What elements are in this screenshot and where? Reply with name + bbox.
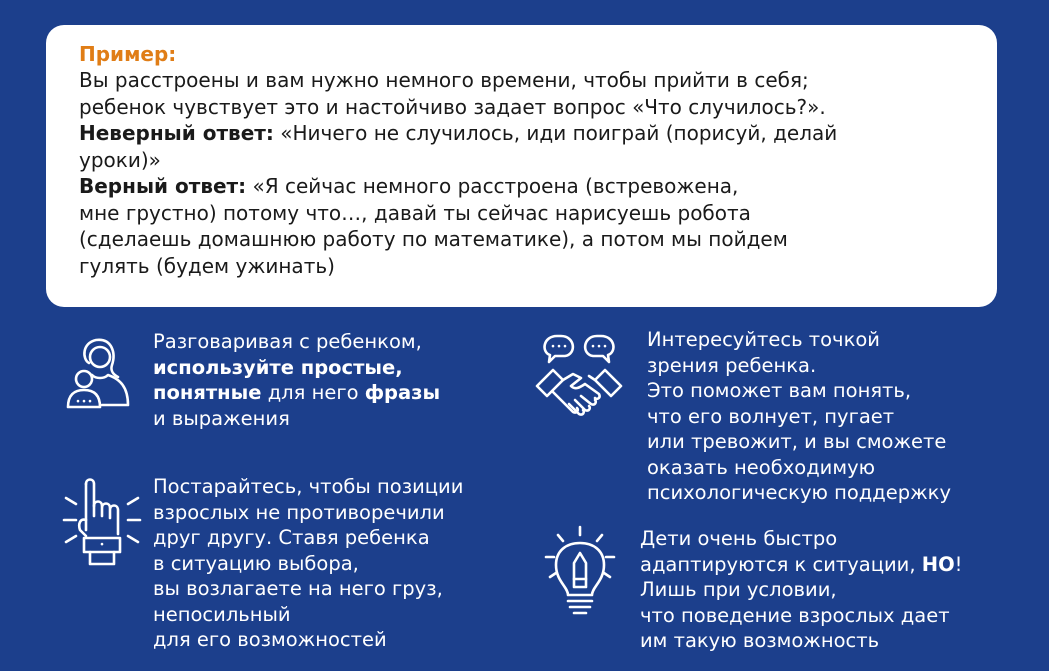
example-intro-line: Вы расстроены и вам нужно немного времени, чтобы прийти в себя; xyxy=(79,68,809,92)
right-answer-text: «Я сейчас немного расстроена (встревожена, xyxy=(246,174,739,198)
right-answer-text: гулять (будем ужинать) xyxy=(79,253,335,278)
example-intro-line: ребенок чувствует это и настойчиво задает вопрос «Что случилось?». xyxy=(79,94,826,119)
tip-line-bold: НО xyxy=(921,552,955,576)
tip-line: или тревожит, и вы сможете xyxy=(647,430,947,453)
tip-line: Интересуйтесь точкой xyxy=(647,328,880,351)
tip-line: друг другу. Ставя ребенка xyxy=(153,526,430,549)
tip-line: им такую возможность xyxy=(640,629,880,652)
tip-line: Разговаривая с ребенком, xyxy=(153,330,422,353)
parent-child-icon xyxy=(62,335,134,411)
tip-line: оказать необходимую xyxy=(647,455,876,479)
tip-line: ! xyxy=(954,552,963,576)
wrong-answer-text: уроки)» xyxy=(79,147,161,172)
tip-child-perspective xyxy=(647,327,951,506)
lightbulb-pencil-icon xyxy=(540,523,620,619)
tip-line: что его волнует, пугает xyxy=(647,404,895,428)
right-answer-label: Верный ответ: xyxy=(79,174,247,198)
handshake-chat-icon xyxy=(533,330,625,426)
example-intro xyxy=(79,67,967,120)
tip-line: в ситуацию выбора, xyxy=(153,551,359,575)
example-card xyxy=(46,25,997,307)
tip-line: Дети очень быстро xyxy=(640,527,838,550)
wrong-answer-text: «Ничего не случилось, иди поиграй (порисуй, делай xyxy=(273,121,838,145)
tip-line: Это поможет вам понять, xyxy=(647,379,912,402)
tip-line: Постарайтесь, чтобы позиции xyxy=(153,475,464,498)
tip-line-bold: понятные xyxy=(153,381,262,404)
tip-children-adapt xyxy=(640,526,962,654)
raised-hand-icon xyxy=(60,476,144,568)
tip-line: Лишь при условии, xyxy=(640,578,837,601)
example-title: Пример: xyxy=(79,42,177,66)
tip-line: психологическую поддержку xyxy=(647,481,952,504)
example-wrong-answer xyxy=(79,120,967,173)
tip-line: вы возлагаете на него груз, xyxy=(153,577,443,600)
tip-line: взрослых не противоречили xyxy=(153,500,445,524)
tip-adult-positions xyxy=(153,474,463,653)
right-answer-text: (сделаешь домашнюю работу по математике), а потом мы пойдем xyxy=(79,227,788,251)
tip-line: адаптируются к ситуации, xyxy=(640,552,922,576)
right-answer-text: мне грустно) потому что…, давай ты сейчас нарисуешь робота xyxy=(79,200,751,225)
tip-line: зрения ребенка. xyxy=(647,353,817,377)
tip-line: непосильный xyxy=(153,602,291,626)
example-right-answer xyxy=(79,173,967,279)
tip-line-bold: используйте простые, xyxy=(153,355,403,379)
wrong-answer-label: Неверный ответ: xyxy=(79,121,274,145)
tip-line: и выражения xyxy=(153,406,290,430)
tip-line: что поведение взрослых дает xyxy=(640,603,950,627)
tip-line-bold: фразы xyxy=(364,381,441,404)
tip-line: для него xyxy=(261,381,365,404)
tip-simple-phrases xyxy=(153,329,440,431)
tip-line: для его возможностей xyxy=(153,628,387,651)
